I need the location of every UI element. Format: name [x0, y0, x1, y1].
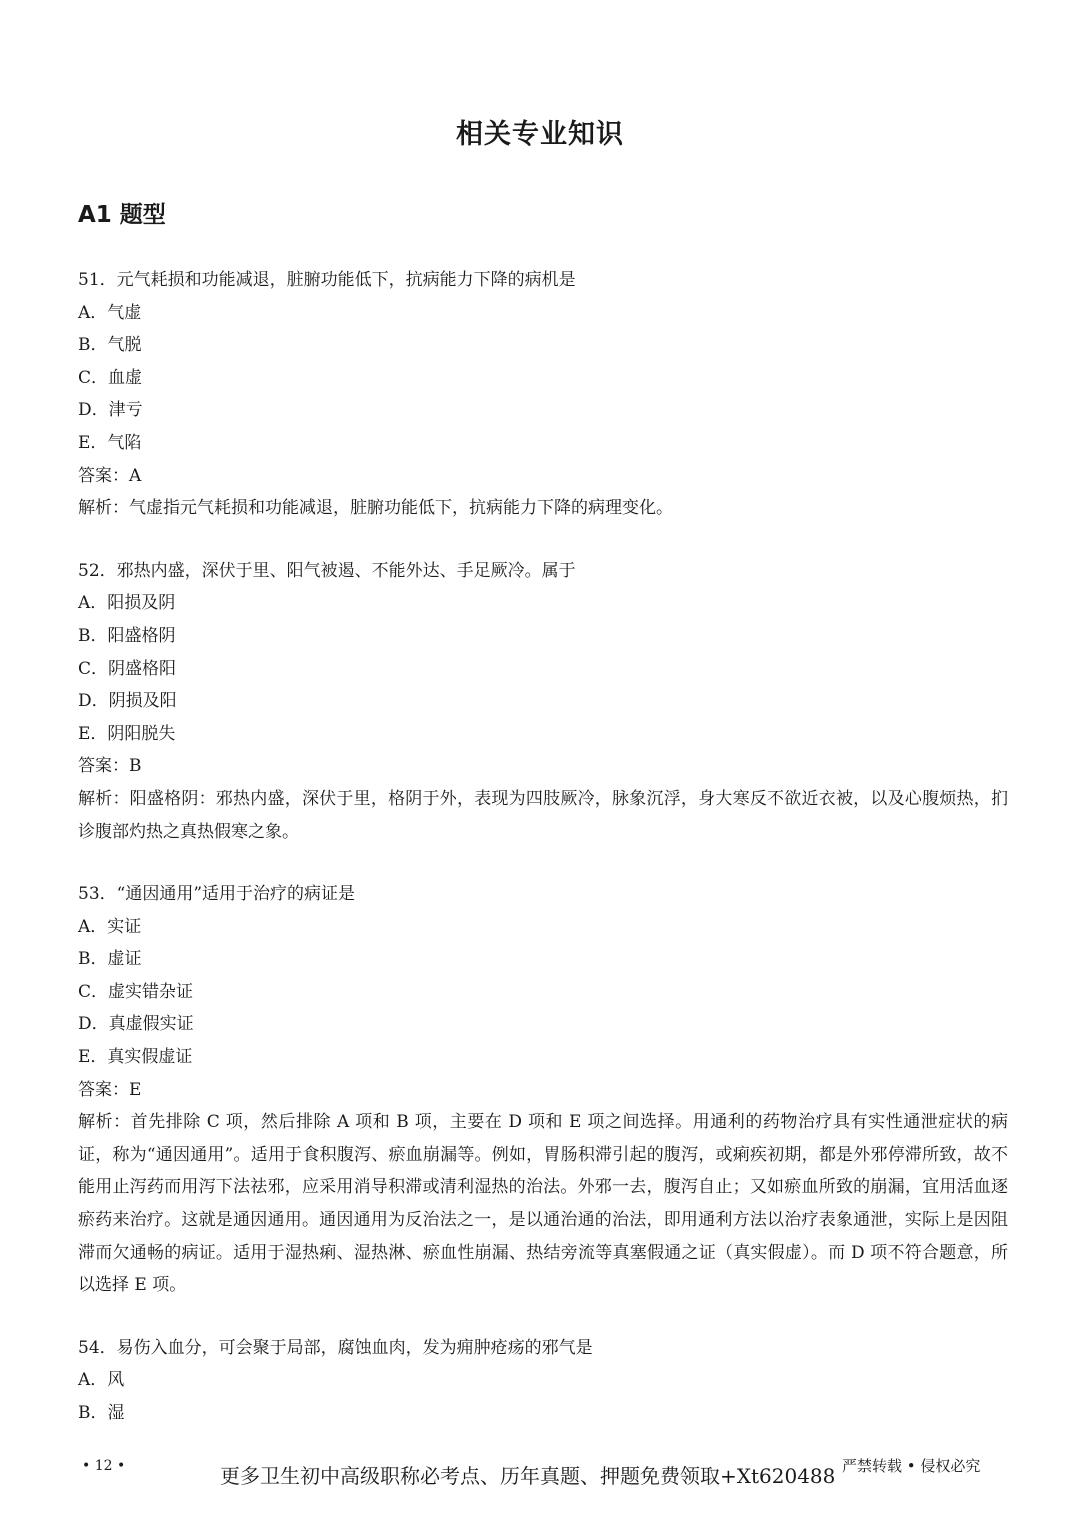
- option-e: E．真实假虚证: [78, 1047, 193, 1068]
- page-title: 相关专业知识: [456, 119, 624, 150]
- answer: 答案：A: [78, 465, 142, 486]
- option-a: A．风: [78, 1370, 125, 1391]
- option-b: B．气脱: [78, 335, 142, 356]
- option-c: C．阴盛格阳: [78, 658, 177, 679]
- answer: 答案：B: [78, 756, 142, 777]
- footer-promo: 更多卫生初中高级职称必考点、历年真题、押题免费领取+Xt620488: [220, 1464, 836, 1488]
- option-d: D．阴损及阳: [78, 691, 177, 712]
- explanation: 解析：气虚指元气耗损和功能减退，脏腑功能低下，抗病能力下降的病理变化。: [78, 498, 673, 519]
- question-52: [78, 555, 1008, 848]
- answer: 答案：E: [78, 1079, 142, 1100]
- question-54: [78, 1332, 1008, 1430]
- copyright-notice: 严禁转载 • 侵权必究: [842, 1457, 981, 1475]
- option-b: B．虚证: [78, 949, 142, 970]
- question-stem: 52．邪热内盛，深伏于里、阳气被遏、不能外达、手足厥冷。属于: [78, 560, 576, 581]
- option-e: E．气陷: [78, 432, 142, 453]
- option-a: A．实证: [78, 916, 142, 937]
- option-d: D．津亏: [78, 400, 143, 421]
- option-b: B．阳盛格阴: [78, 625, 176, 646]
- page-number: • 12 •: [82, 1458, 126, 1474]
- question-stem: 54．易伤入血分，可会聚于局部，腐蚀血肉，发为痈肿疮疡的邪气是: [78, 1337, 593, 1358]
- option-d: D．真虚假实证: [78, 1014, 194, 1035]
- question-53: [78, 878, 1008, 1302]
- option-c: C．血虚: [78, 367, 143, 388]
- option-b: B．湿: [78, 1403, 125, 1423]
- question-list: [78, 264, 1008, 1460]
- question-stem: 51．元气耗损和功能减退，脏腑功能低下，抗病能力下降的病机是: [78, 270, 576, 290]
- option-a: A．气虚: [78, 302, 142, 323]
- section-heading: A1 题型: [78, 202, 166, 228]
- explanation: 解析：阳盛格阴：邪热内盛，深伏于里，格阴于外，表现为四肢厥冷，脉象沉浮，身大寒反不欲近衣被，以及心腹烦热，扪诊腹部灼热之真热假寒之象。: [78, 788, 1008, 842]
- option-c: C．虚实错杂证: [78, 981, 194, 1002]
- explanation: 解析：首先排除 C 项，然后排除 A 项和 B 项，主要在 D 项和 E 项之间选择。用通利的药物治疗具有实性通泄症状的病证，称为“通因通用”。适用于食积腹泻、瘀血崩漏等。例如，胃肠积滞引起的腹泻，或痢疾初期，都是外邪停滞所致，故不能用止泻药而用泻下法祛邪，应采用消导积滞或清利湿热的治法。外邪一去，腹泻自止；又如瘀血所致的崩漏，宜用活血逐瘀药来治疗。这就是通因通用。通因通用为反治法之一，是以通治通的治法，即用通利方法以治疗表象通泄，实际上是因阻滞而欠通畅的病证。适用于湿热痢、湿热淋、瘀血性崩漏、热结旁流等真塞假通之证（真实假虚）。而 D 项不符合题意，所以选择 E 项。: [78, 1112, 1008, 1296]
- question-stem: 53．“通因通用”适用于治疗的病证是: [78, 884, 356, 905]
- question-51: [78, 264, 1008, 525]
- option-a: A．阳损及阴: [78, 593, 176, 614]
- option-e: E．阴阳脱失: [78, 723, 176, 744]
